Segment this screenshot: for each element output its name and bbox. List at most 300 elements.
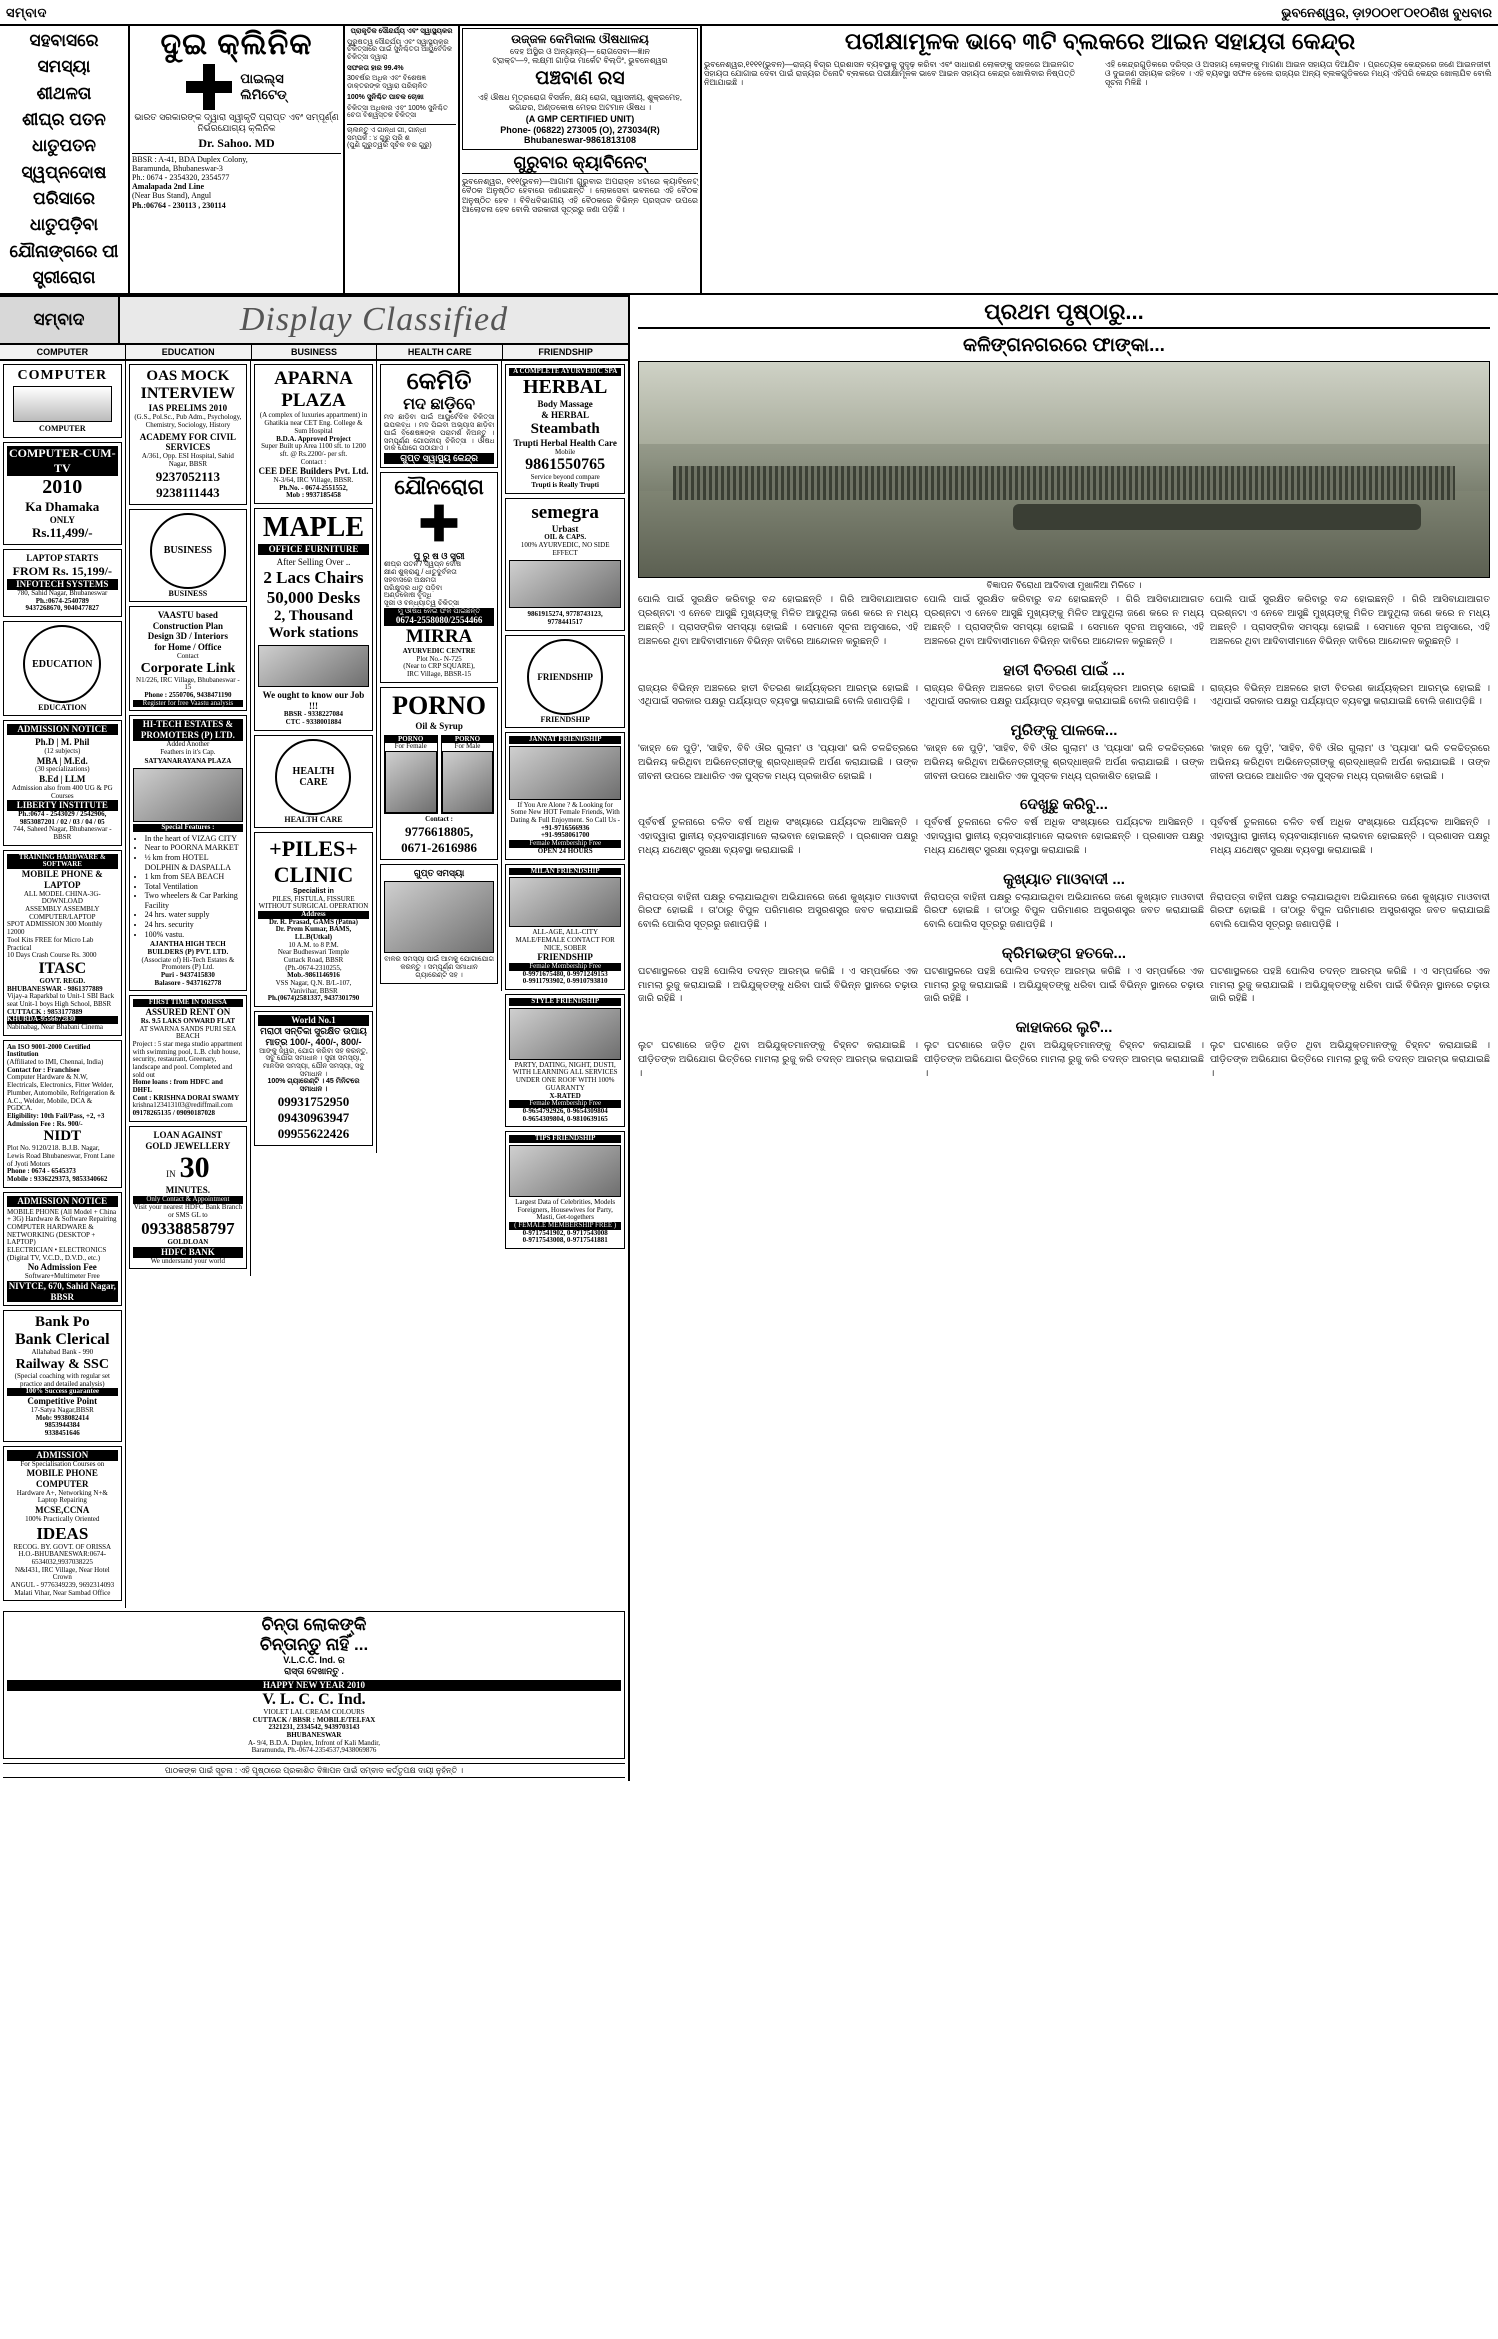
hitech-features-label: Special Features :	[133, 824, 244, 832]
milan-copy: ALL-AGE, ALL-CITY MALE/FEMALE CONTACT FOR NICE, SOBER	[515, 928, 615, 952]
classified-col-5	[502, 361, 628, 1256]
lab-name: ଉଜ୍ଜଳ କେମିକାଲ ଔଷଧାଳୟ	[511, 32, 649, 46]
ad-oas-mock[interactable]	[129, 364, 248, 504]
story-body-4c: ନିରାପତ୍ତା ବାହିନୀ ପକ୍ଷରୁ ଚଲାଯାଇଥିବା ଅଭିଯାନରେ ଜଣେ କୁଖ୍ୟାତ ମାଓବାଦୀ ଗିରଫ ହୋଇଛି । ତା'ଠାରୁ ବିପୁଳ ପରିମାଣର ଅସ୍ତ୍ରଶସ୍ତ୍ର ଜବତ କରାଯାଇଛି ବୋଲି ପୋଲିସ ସୂତ୍ରରୁ ଜଣାପଡ଼ିଛି ।	[1210, 891, 1490, 931]
porno-ph1: 9776618805,	[404, 823, 474, 839]
tab-education[interactable]: EDUCATION	[126, 345, 252, 359]
piles-time: 10 A.M. to 8 P.M.	[288, 940, 339, 949]
clinic-doctor: Dr. Sahoo. MD	[198, 135, 275, 150]
ad-milan-friendship[interactable]	[505, 864, 625, 991]
yauna-item4: ଅଣ୍ଡକୋଷ ବୃଦ୍ଧି	[383, 592, 432, 600]
milan-title: MILAN FRIENDSHIP	[509, 868, 621, 876]
classified-col-2	[126, 361, 252, 1276]
herbal-t4: & HERBAL	[541, 409, 590, 420]
piles-dr1: Dr. R. Prasad, GAMS (Patna)	[268, 917, 358, 926]
story-body-1a: ରାଜ୍ୟର ବିଭିନ୍ନ ଅଞ୍ଚଳରେ ହାତୀ ବିତରଣ କାର୍ଯ୍ୟକ୍ରମ ଆରମ୍ଭ ହୋଇଛି । ଏଥିପାଇଁ ସରକାର ପକ୍ଷରୁ ପର୍ଯ୍ୟାପ୍ତ ବ୍ୟବସ୍ଥା କରାଯାଇଛି ବୋଲି ଜଣାପଡ଼ିଛି ।	[638, 682, 918, 708]
ad-yaunaroga[interactable]	[380, 472, 499, 683]
maple-t2: OFFICE FURNITURE	[258, 544, 369, 555]
story-body-4a: ନିରାପତ୍ତା ବାହିନୀ ପକ୍ଷରୁ ଚଲାଯାଇଥିବା ଅଭିଯାନରେ ଜଣେ କୁଖ୍ୟାତ ମାଓବାଦୀ ଗିରଫ ହୋଇଛି । ତା'ଠାରୁ ବିପୁଳ ପରିମାଣର ଅସ୍ତ୍ରଶସ୍ତ୍ର ଜବତ କରାଯାଇଛି ବୋଲି ପୋଲିସ ସୂତ୍ରରୁ ଜଣାପଡ଼ିଛି ।	[638, 891, 918, 931]
maple-t5: 50,000 Desks	[266, 587, 361, 607]
seashore-contact: Cont : KRISHNA DORAI SWAMY	[132, 1093, 240, 1102]
ad-style-friendship[interactable]	[505, 994, 625, 1127]
classified-columns	[0, 361, 628, 1608]
masthead	[0, 0, 1498, 26]
style-ph2: 0-9654309804, 0-9810639165	[522, 1114, 608, 1123]
porno-left-title: PORNO	[385, 736, 437, 744]
oas-ph1: 9237052113	[155, 468, 221, 484]
style-copy: PARTY, DATING, NIGHT, DUSTI, WITH LEARNING ALL SERVICES UNDER ONE ROOF WITH 100% GUARANTY	[512, 1060, 618, 1092]
masthead-dateline: ଭୁବନେଶ୍ୱର, ଡ଼ା୨୦୦୧୮୦୧୦ଣିଖ ବୁଧବାର	[1281, 4, 1492, 20]
ad-piles-clinic[interactable]	[254, 832, 373, 1007]
clinic-body: ଭାରତ ସରକାରଙ୍କ ଦ୍ୱାରା ସ୍ୱୀକୃତି ପ୍ରାପ୍ତ ଏବଂ ସମ୍ପୂର୍ଣ୍ଣ ନିର୍ଭରଯୋଗ୍ୟ କ୍ଲିନିକ	[134, 112, 339, 133]
computer-logo-sub: COMPUTER	[38, 424, 86, 434]
ad-itasc-training[interactable]	[3, 850, 122, 1036]
ad-nidt[interactable]	[3, 1040, 122, 1188]
classified-zone	[0, 295, 630, 1781]
vaastu-t6: Corporate Link	[140, 660, 236, 676]
maple-t8: We ought to know our Job !!!	[262, 689, 365, 711]
yauna-t2: ପୁ ରୁ ଷ ଓ ସ୍ତ୍ରୀ	[413, 550, 465, 561]
world-ph3: 09955622426	[277, 1125, 350, 1141]
jannat-note: Female Membership Free	[509, 840, 621, 848]
feature-0: ପୁରୁଷତ୍ୱ ସୌନ୍ଦର୍ଯ୍ୟ ଏବଂ ସ୍ୱାସ୍ଥ୍ୟକର ଚିକିତ୍ସାରେ ପାଇଁ ସୁନିଶ୍ଚିତତା ଆୟୁର୍ବେଦିକ ଚିକିତ୍ସା ଦ୍ୱାରା	[347, 38, 453, 62]
nivtce-inst: NIVTCE, 670, Sahid Nagar, BBSR	[8, 1280, 116, 1302]
ad-admission-notice-liberty[interactable]	[3, 720, 122, 845]
kemiti-foot: ଗୁପ୍ତ ସ୍ୱାସ୍ଥ୍ୟ କେନ୍ଦ୍ର	[384, 453, 495, 464]
porno-left-photo	[385, 751, 437, 813]
top-col-ujjal-chemical	[460, 26, 702, 293]
hitech-t4: Feathers in it's Cap.	[160, 747, 216, 756]
ad-computer-cum-tv[interactable]	[3, 442, 122, 546]
nivtce-item0: MOBILE PHONE (All Model + China + 3G) Hardware & Software Repairing	[7, 1207, 117, 1224]
nidt-l1: An ISO 9001-2000 Certified Institution	[7, 1042, 91, 1059]
ideas-t3: MOBILE PHONE	[26, 1468, 98, 1479]
kemiti-body: ମଦ ଛାଡ଼ିବା ପାଇଁ ଆୟୁର୍ବେଦିକ ଚିକିତ୍ସା ଉପଲବ୍ଧ । ମଦ ପିଇବା ଅଭ୍ୟାସ ଛାଡ଼ିବା ପାଇଁ ବିଶେଷଜ୍ଞଙ୍କ ପରାମର୍ଶ ନିଅନ୍ତୁ । ସମ୍ପୂର୍ଣ୍ଣ ଗୋପନୀୟ ଚିକିତ୍ସା । ଔଷଧ ଡାକ ଯୋଗେ ପଠାଯାଏ ।	[383, 414, 495, 453]
piles-t2: CLINIC	[273, 861, 354, 887]
bankpo-t1: Bank Po	[34, 1314, 90, 1331]
ideas-govt: RECOG. BY. GOVT. OF ORISSA	[13, 1542, 112, 1551]
ad-porno-oil[interactable]	[380, 687, 499, 860]
lab-desc: ଏହି ଔଷଧ ମୂତ୍ରରୋଗ ବିସର୍ଜନ, କ୍ଷୟ ରୋଗ, ସ୍ୱାସନୀୟ, ଶୁକ୍ରମେହ, ଭଗନ୍ଦର, ଅଣ୍ଡକୋଷ ମେହର ଅଟମାନ ଔଷଧ ।	[477, 93, 682, 112]
ad-business-logo[interactable]	[129, 509, 248, 602]
style-rating: X-RATED	[549, 1091, 581, 1100]
ad-vaastu[interactable]	[129, 606, 248, 712]
mirra-plot: Plot No.- N-725	[416, 654, 462, 663]
story-body-3c: ପୂର୍ବବର୍ଷ ତୁଳନାରେ ଚଳିତ ବର୍ଷ ଅଧିକ ସଂଖ୍ୟାରେ ପର୍ଯ୍ୟଟକ ଆସିଛନ୍ତି । ଏହାଦ୍ୱାରା ସ୍ଥାନୀୟ ବ୍ୟବସାୟୀମାନେ ଲାଭବାନ ହୋଇଛନ୍ତି । ପ୍ରଶାସନ ପକ୍ଷରୁ ମଧ୍ୟ ଯଥେଷ୍ଟ ସୁରକ୍ଷା ବ୍ୟବସ୍ଥା କରାଯାଇଛି ।	[1210, 817, 1490, 856]
maple-t3: After Selling Over ..	[276, 556, 351, 567]
lead-para-1: ଭୁବନେଶ୍ୱର,୧୧୧୧(ଭୁବନ)—ରାଜ୍ୟ ବିଚାର ପ୍ରଶାସନ ବ୍ୟବସ୍ଥାକୁ ସୁଦୃଢ଼ କରିବା ଏବଂ ସାଧାରଣ ଲୋକଙ୍କୁ ସହଜରେ ଆଇନଗତ ସହାୟତା ଯୋଗାଇ ଦେବା ପାଇଁ ରାଜ୍ୟର ତିନୋଟି ବ୍ଲକରେ ପରୀକ୍ଷାମୂଳକ ଭାବେ ଆଇନ ସହାୟତା କେନ୍ଦ୍ର ଖୋଲିବାର ନିଷ୍ପତ୍ତି ନିଆଯାଇଛି ।	[704, 59, 1076, 87]
feature-foot-1: ସମ୍ପର୍କ : ୪ ଗୁରୁ ପ୍ରି ଶ	[347, 134, 410, 142]
milan-note: Female Membership Free	[509, 963, 621, 971]
hitech-f5: • Total Ventilation	[145, 882, 244, 892]
lead-para-2: ଏହି କେନ୍ଦ୍ରଗୁଡ଼ିକରେ ଦରିଦ୍ର ଓ ଅସହାୟ ଲୋକଙ୍କୁ ମାଗଣା ଆଇନ ସହାୟତା ଦିଆଯିବ । ପ୍ରତ୍ୟେକ କେନ୍ଦ୍ରରେ ଜଣେ ଆଇନଜୀବୀ ଓ ଦୁଇଜଣ ସହାୟକ ରହିବେ । ଏହି ବ୍ୟବସ୍ଥା ସଫଳ ହେଲେ ରାଜ୍ୟର ଅନ୍ୟ ବ୍ଲକଗୁଡ଼ିକରେ ମଧ୍ୟ ଏହିପରି କେନ୍ଦ୍ର ଖୋଲାଯିବ ବୋଲି ସୂଚନା ମିଳିଛି ।	[1105, 59, 1492, 87]
vlcc-t4: ରାସ୍ତା ଦେଖାନ୍ତୁ .	[284, 1666, 344, 1677]
piles-spec: PILES, FISTULA, FISSURE WITHOUT SURGICAL OPERATION	[258, 894, 369, 911]
aparna-t3: (A complex of luxuries appartment) in Ghatikia near CET Eng. College & Sum Hospital	[259, 411, 368, 435]
vlcc-t1: ଚିନ୍ତା ଲୋକଙ୍କି	[261, 1615, 367, 1635]
story-body-0b: ପୋଲି ପାଇଁ ସୁରକ୍ଷିତ କରିବାରୁ ବନ୍ଦ ହୋଇଛନ୍ତି । ଗିରି ଆସିବାଯାଆଗତ ପ୍ରଶ୍ନଟା ଏ ନେବେ ଆସୁଛି ମୁଖ୍ୟଙ୍କୁ ମିଳିତ ଆଦୁଥିଲା ଜଣେ କରେ ନ ମଧ୍ୟ ଅଛନ୍ତି । ପ୍ରାସଙ୍ଗିକ ସମସ୍ୟା ହୋଇଛି । ସେମାନେ ସୂଚନା ଅନୁସାରେ, ଏହି ଅଞ୍ଚଳରେ ଥିବା ଆଦିବାସୀମାନେ ବିଭିନ୍ନ ଦାବିରେ ଆନ୍ଦୋଳନ କରୁଛନ୍ତି ।	[924, 594, 1204, 647]
jannat-ph2: +91-9958061700	[541, 831, 590, 840]
healthcare-logo-sub: HEALTH CARE	[284, 814, 343, 824]
yauna-item2: ସହବାସରେ ଅକ୍ଷମତା	[383, 576, 437, 584]
photo-pipe	[1013, 504, 1421, 530]
semegra-t2: Urbast	[551, 523, 579, 534]
story-body-3b: ପୂର୍ବବର୍ଷ ତୁଳନାରେ ଚଳିତ ବର୍ଷ ଅଧିକ ସଂଖ୍ୟାରେ ପର୍ଯ୍ୟଟକ ଆସିଛନ୍ତି । ଏହାଦ୍ୱାରା ସ୍ଥାନୀୟ ବ୍ୟବସାୟୀମାନେ ଲାଭବାନ ହୋଇଛନ୍ତି । ପ୍ରଶାସନ ପକ୍ଷରୁ ମଧ୍ୟ ଯଥେଷ୍ଟ ସୁରକ୍ଷା ବ୍ୟବସ୍ଥା କରାଯାଇଛି ।	[924, 817, 1204, 856]
oas-addr: A/361, Opp. ESI Hospital, Sahid Nagar, BBSR	[141, 452, 234, 468]
milan-photo	[509, 877, 621, 927]
jannat-photo	[509, 746, 621, 800]
ideas-addr4: Malati Vihar, Near Sambad Office	[14, 1588, 111, 1597]
itasc-addr: BHUBANESWAR - 9861377889	[7, 984, 103, 993]
herbal-t6: Trupti Herbal Health Care	[513, 437, 617, 448]
ad-tips-friendship[interactable]	[505, 1131, 625, 1249]
building-photo	[133, 768, 244, 822]
seashore-mail: krishna123413103@rediffmail.com	[132, 1101, 233, 1110]
ad-nivtce[interactable]	[3, 1192, 122, 1307]
classified-title: Display Classified	[239, 301, 509, 339]
itasc-nab: Nabinabag, Near Bhabani Cinema	[7, 1023, 104, 1032]
sex-list-3: ଶୀଘ୍ର ପତନ	[22, 110, 106, 130]
vlcc-brand: V. L. C. C. Ind.	[262, 1690, 366, 1708]
liberty-inst: LIBERTY INSTITUTE	[7, 800, 118, 811]
feature-3: 100% ସୁନିଶ୍ଚିତ ପାଚକ ଚୋଖା	[347, 93, 424, 101]
hitech-f7: • 24 hrs. water supply	[145, 910, 244, 920]
clinic-bbsr-1: Baramunda, Bhubaneswar-3	[132, 163, 223, 173]
vlcc-phones: 2321231, 2334542, 9439703143	[268, 1723, 360, 1732]
style-note: Female Membership Free	[509, 1100, 621, 1108]
itasc-brand-sub: GOVT. REGD.	[39, 976, 86, 985]
gold-t3: IN	[166, 1169, 176, 1180]
lab-product: ପଞ୍ଚବାଣ ରସ	[535, 68, 625, 90]
itasc-cuttack: CUTTACK : 9853177889	[7, 1007, 83, 1016]
bankpo-t4: Railway & SSC	[15, 1357, 109, 1373]
oas-t2: INTERVIEW	[140, 385, 236, 403]
piles-ph2: Ph.(0674)2581337, 9437301790	[267, 994, 360, 1003]
ad-herbal-spa[interactable]	[505, 364, 625, 493]
hitech-t3: Added Another	[166, 739, 210, 748]
vaastu-note: Register for free Vaastu analysis	[133, 700, 244, 708]
story-headline-6: କାହାକରେ ଲୁଟି...	[1015, 1019, 1113, 1037]
gold-t7: Visit your nearest HDFC Bank Branch or SMS GL to	[133, 1202, 243, 1219]
oas-t3: IAS PRELIMS 2010	[148, 403, 228, 414]
hitech-ph: Puri - 9437415830	[160, 971, 215, 980]
liberty-ph2: 9853087201 / 02 / 03 / 04 / 05	[19, 817, 105, 826]
ad-hitech-estates[interactable]	[129, 715, 248, 991]
vlcc-t3: V.L.C.C. Ind. ର	[283, 1655, 345, 1666]
hitech-f8: • 24 hrs. security	[145, 920, 244, 930]
story-body-5c: ଘଟଣାସ୍ଥଳରେ ପହଞ୍ଚି ପୋଲିସ ତଦନ୍ତ ଆରମ୍ଭ କରିଛି । ଏ ସମ୍ପର୍କରେ ଏକ ମାମଲା ରୁଜୁ କରାଯାଇଛି । ଅଭିଯୁକ୍ତଙ୍କୁ ଧରିବା ପାଇଁ ବିଭିନ୍ନ ସ୍ଥାନରେ ଚଢ଼ାଉ ଜାରି ରହିଛି ।	[1210, 965, 1490, 1005]
maple-t4: 2 Lacs Chairs	[263, 567, 364, 587]
kemiti-t2: ମଦ ଛାଡ଼ିବେ	[403, 396, 476, 414]
laptop-ph: Ph.:0674-2540789	[35, 596, 89, 605]
bankpo-mob: Mob: 9938082414	[35, 1413, 89, 1422]
friendship-logo-sub: FRIENDSHIP	[540, 714, 590, 724]
porno-left-sub: For Female	[394, 742, 427, 751]
ideas-addr2: N&I431, IRC Village, Near Hotel Crown	[14, 1565, 110, 1582]
ideas-t2: For Specialisation Courses on	[20, 1459, 105, 1468]
ad-education-logo[interactable]	[3, 621, 122, 716]
laptop-brand: INFOTECH SYSTEMS	[7, 579, 118, 590]
world-t3: ମାତ୍ର 100/-, 400/-, 800/-	[265, 1036, 362, 1047]
jannat-title: JANNAT FRIENDSHIP	[509, 736, 621, 744]
story-headline-1: ହାତୀ ବିତରଣ ପାଇଁ ...	[1003, 661, 1125, 679]
aparna-mob: Mob : 9937185458	[286, 491, 341, 500]
ad-maple-furniture[interactable]	[254, 508, 373, 731]
herbal-t5: Steambath	[530, 420, 600, 437]
laptop-addr: 780, Sahid Nagar, Bhubaneswar	[17, 589, 108, 598]
ideas-t4: COMPUTER	[36, 1478, 89, 1489]
ad-gold-loan[interactable]	[129, 1126, 248, 1270]
story-body-2a: 'କାହ୍ନ କେ ପୁଡ଼ି', 'ସାହିବ, ବିବି ଔର ଗୁଲାମ' ଓ 'ପ୍ୟାସା' ଭଳି ଚଳଚ୍ଚିତ୍ରରେ ଅଭିନୟ କରିଥିବା ଅଭିନେତ୍ରୀଙ୍କୁ ଶ୍ରଦ୍ଧାଞ୍ଜଳି ଅର୍ପଣ କରାଯାଇଛି । ତାଙ୍କ ଜୀବନୀ ଉପରେ ଆଧାରିତ ଏକ ପୁସ୍ତକ ମଧ୍ୟ ପ୍ରକାଶିତ ହୋଇଛି ।	[638, 743, 918, 782]
aparna-addr: N-3/64, IRC Village, BBSR.	[273, 476, 354, 485]
herbal-t3: Body Massage	[537, 399, 593, 410]
hitech-f9: • 100% vastu.	[145, 930, 244, 940]
tab-computer[interactable]: COMPUTER	[0, 345, 126, 359]
herbal-note2: Trupti is Really Trupti	[531, 480, 599, 489]
tips-title: TIPS FRIENDSHIP	[509, 1135, 621, 1143]
lead-headline: ପରୀକ୍ଷାମୂଳକ ଭାବେ ୩ଟି ବ୍ଲକରେ ଆଇନ ସହାୟତା କେନ୍ଦ୍ର	[844, 28, 1356, 54]
feature-foot-0: ଚାଲନ୍ତୁ ଏ ଗାନ୍ଧୀ ଗୀ, ଗାନ୍ଧୀ	[347, 126, 427, 134]
cabinet-headline: ଗୁରୁବାର କ୍ୟାବିନେଟ୍	[462, 153, 698, 174]
seashore-t5: Project : 5 star mega studio appartment with swimming pool, L.B. club house, security, restaurant, Greenary, landscape and pool. Completed and sold out	[132, 1039, 243, 1079]
porno-right-title: PORNO	[442, 736, 494, 744]
story-body-6c: ଲୁଟ ଘଟଣାରେ ଜଡ଼ିତ ଥିବା ଅଭିଯୁକ୍ତମାନଙ୍କୁ ଚିହ୍ନଟ କରାଯାଇଛି । ପୀଡ଼ିତଙ୍କ ଅଭିଯୋଗ ଭିତ୍ତିରେ ମାମଲା ରୁଜୁ କରି ତଦନ୍ତ ଆରମ୍ଭ କରାଯାଇଛି ।	[1210, 1040, 1490, 1079]
lab-mobile: Bhubaneswar-9861813108	[523, 135, 637, 146]
masthead-logo: ସମ୍ବାଦ	[6, 4, 47, 20]
bankpo-mob2: 9853944384	[44, 1421, 80, 1430]
yauna-item5: ସ୍ତ୍ରୀ ଓ ବନ୍ଧ୍ୟାତ୍ୱ ଚିକିତ୍ସା	[383, 599, 460, 607]
clinic-bbsr-0: BBSR : A-41, BDA Duplex Colony,	[132, 154, 248, 164]
lead-photo	[638, 361, 1490, 578]
business-logo-sub: BUSINESS	[168, 588, 208, 598]
cct-title: COMPUTER-CUM-TV	[8, 445, 116, 475]
news-zone	[630, 295, 1498, 1781]
semegra-t3: OIL & CAPS.	[544, 533, 587, 542]
world-t5: 100% ଗ୍ୟାରେଣ୍ଟି । 45 ମିନିଟରେ ସମାଧାନ ।	[267, 1078, 360, 1093]
vlcc-addr: A- 9/4, B.D.A. Duplex, Infront of Kali Mandir,	[247, 1738, 381, 1747]
display-classified-banner	[0, 295, 628, 345]
lab-gmp: (A GMP CERTIFIED UNIT)	[525, 113, 635, 124]
lab-line2: ଦେହ ଅସ୍ଥିର ଓ ଅନ୍ୟାନ୍ୟ— ରୋଗସେବା—ଜ୍ଞାନ	[510, 47, 650, 56]
vaastu-t2: Construction Plan	[152, 620, 224, 631]
ad-world-no1[interactable]	[254, 1011, 373, 1146]
jannat-copy: If You Are Alone ? & Looking for Some New HOT Female Friends, With Dating & Full Enjoyment. So Call Us -	[510, 800, 620, 825]
clinic-bbsr-2: Ph.: 0674 - 2354320, 2354577	[132, 172, 230, 182]
classified-logo: ସମ୍ବାଦ	[0, 297, 120, 343]
ad-bank-po[interactable]	[3, 1310, 122, 1441]
piles-mob: Mob.-9861146916	[287, 971, 340, 980]
ad-vlcc[interactable]	[3, 1611, 625, 1759]
ad-hair-clinic[interactable]	[380, 864, 499, 984]
education-logo-sub: EDUCATION	[38, 703, 87, 713]
style-title: STYLE FRIENDSHIP	[509, 998, 621, 1006]
world-t1: World No.1	[258, 1015, 369, 1026]
semegra-t1: semegra	[531, 501, 599, 523]
photo-crowd	[673, 466, 1455, 500]
vaastu-ph: Phone : 2550706, 9438471190	[144, 691, 232, 700]
ad-ideas[interactable]	[3, 1446, 122, 1602]
classified-col-3	[251, 361, 377, 1152]
porno-t1: PORNO	[392, 690, 487, 720]
story-body-0: ପୋଲି ପାଇଁ ସୁରକ୍ଷିତ କରିବାରୁ ବନ୍ଦ ହୋଇଛନ୍ତି । ଗିରି ଆସିବାଯାଆଗତ ପ୍ରଶ୍ନଟା ଏ ନେବେ ଆସୁଛି ମୁଖ୍ୟଙ୍କୁ ମିଳିତ ଆଦୁଥିଲା ଜଣେ କରେ ନ ମଧ୍ୟ ଅଛନ୍ତି । ପ୍ରାସଙ୍ଗିକ ସମସ୍ୟା ହୋଇଛି । ସେମାନେ ସୂଚନା ଅନୁସାରେ, ଏହି ଅଞ୍ଚଳରେ ଥିବା ଆଦିବାସୀମାନେ ବିଭିନ୍ନ ଦାବିରେ ଆନ୍ଦୋଳନ କରୁଛନ୍ତି ।	[638, 594, 918, 647]
vlcc-addr2: Baramunda, Ph.-0674-2354537,9438069876	[251, 1746, 377, 1755]
gold-t5: MINUTES.	[165, 1185, 211, 1196]
cct-price: Rs.11,499/-	[31, 525, 93, 541]
milan-ph1: 0-9971675480, 0-9971249153	[522, 969, 608, 978]
ad-laptop[interactable]	[3, 549, 122, 617]
world-t4: ଆଙ୍କୁ ଜ୍ୱର, ଯୋଗ କରିବା ସହ କରନ୍ତୁ, ସବୁ ଯୋଗ ସମାଧାନ । ସ୍ତ୍ରୀ ସମସ୍ୟା, ମାନସିକ ସମସ୍ୟା, ଯୌନ ସମସ୍ୟା, ସବୁ ସମାଧାନ ।	[259, 1047, 368, 1078]
nivtce-title: ADMISSION NOTICE	[7, 1196, 118, 1207]
seashore-t1: FIRST TIME IN ORISSA	[133, 999, 244, 1007]
photo-caption: ବିଜ୍ଞାପନ ବିରୋଧୀ ଆଦିବାସୀ ମୁଖାଳିଆ ମିଳିତେ ।	[986, 580, 1142, 591]
kemiti-t1: କେମିତି	[406, 368, 472, 396]
yauna-item1: କ୍ଷୀଣ ଶୁକ୍ରାଣୁ / ଧାତୁଦୁର୍ବଳତା	[383, 569, 457, 577]
semegra-photo	[509, 560, 621, 608]
clinic-sub: ପାଇଲ୍ସ	[240, 71, 284, 86]
story-body-5b: ଘଟଣାସ୍ଥଳରେ ପହଞ୍ଚି ପୋଲିସ ତଦନ୍ତ ଆରମ୍ଭ କରିଛି । ଏ ସମ୍ପର୍କରେ ଏକ ମାମଲା ରୁଜୁ କରାଯାଇଛି । ଅଭିଯୁକ୍ତଙ୍କୁ ଧରିବା ପାଇଁ ବିଭିନ୍ନ ସ୍ଥାନରେ ଚଢ଼ାଉ ଜାରି ରହିଛି ।	[924, 965, 1204, 1005]
nivtce-item2: ELECTRICIAN • ELECTRONICS (Digital TV, V.C.D., D.V.D., etc.)	[7, 1245, 107, 1262]
aparna-t6: Contact :	[300, 457, 327, 466]
clinic-addr1: Amalapada 2nd Line	[132, 182, 205, 192]
maple-t6: 2, Thousand	[274, 607, 353, 624]
porno-t2: Oil & Syrup	[415, 720, 463, 731]
oas-t5: ACADEMY FOR CIVIL SERVICES	[139, 431, 236, 453]
story-headline-4: କୁଖ୍ୟାତ ମାଓବାଦୀ ...	[1003, 870, 1125, 888]
lab-line3: ଟ୍ରାକ୍ଟ—୨, ଲକ୍ଷ୍ମୀ ଗାଡ଼ିଭ ମାର୍କେଟ ବିଲ୍ଡିଂ, ଭୁବନେଶ୍ୱର	[492, 56, 668, 66]
sex-list-4: ଧାତୁପତନ	[31, 136, 97, 156]
cct-tag: Ka Dhamaka	[25, 498, 100, 514]
nidt-l4: Computer Hardware & N.W, Electricals, Electronics, Fitter Welder, Plumber, Automobile, Refrigeration & A.C., Welder, Mobile, DCA & PGDCA.	[7, 1073, 116, 1113]
story-body-3a: ପୂର୍ବବର୍ଷ ତୁଳନାରେ ଚଳିତ ବର୍ଷ ଅଧିକ ସଂଖ୍ୟାରେ ପର୍ଯ୍ୟଟକ ଆସିଛନ୍ତି । ଏହାଦ୍ୱାରା ସ୍ଥାନୀୟ ବ୍ୟବସାୟୀମାନେ ଲାଭବାନ ହୋଇଛନ୍ତି । ପ୍ରଶାସନ ପକ୍ଷରୁ ମଧ୍ୟ ଯଥେଷ୍ଟ ସୁରକ୍ଷା ବ୍ୟବସ୍ଥା କରାଯାଇଛି ।	[638, 817, 918, 856]
mirra-name: MIRRA	[405, 626, 473, 648]
hitech-f1: • In the heart of VIZAG CITY	[145, 834, 244, 844]
mirra-plot2: (Near to CRP SQUARE),	[403, 662, 475, 671]
vlcc-city: BHUBANESWAR	[286, 1730, 342, 1739]
itasc-khurda: KHURDA-9556672830	[7, 1016, 118, 1024]
piles-t1: +PILES+	[269, 835, 358, 861]
sex-list-2: ଶୀଥଳତା	[36, 83, 92, 103]
classified-col-1	[0, 361, 126, 1608]
semegra-ph: 9861915274, 9778743123, 9778441517	[527, 610, 603, 627]
hair-t1: ଗୁପ୍ତ ସମସ୍ୟା	[413, 867, 465, 878]
hitech-t1: HI-TECH ESTATES &	[133, 719, 244, 730]
sex-list-5: ସ୍ୱପ୍ନଦୋଷ	[21, 162, 107, 182]
ideas-addr: H.O.-BHUBANESWAR:0674-6534032,9937038225	[18, 1550, 107, 1567]
sex-list-7: ଧାତୁପଡ଼ିବା	[29, 215, 99, 235]
hitech-plaza: SATYANARAYANA PLAZA	[144, 757, 232, 766]
itasc-l5: 10 Days Crash Course Rs. 3000	[7, 951, 97, 960]
nidt-brand: NIDT	[43, 1128, 82, 1145]
itasc-brand: ITASC	[38, 959, 87, 977]
bankpo-t7: Competitive Point	[27, 1396, 98, 1407]
ad-semegra[interactable]	[505, 498, 625, 631]
feature-4: ଚିକିତ୍ସା ଅଧିକାର ଏବଂ 100% ସୁନିଶ୍ଚିତ ଚେତା ବିଶ୍ୱସ୍ତକ ଚିକିତ୍ସା	[347, 104, 448, 120]
seashore-t3: Rs. 9.5 LAKS ONWARD FLAT	[140, 1016, 236, 1025]
nidt-ph: Phone : 0674 - 6545373	[7, 1167, 76, 1176]
nidt-addr: Plot No. 9120/218. B.J.B. Nagar, Lewis Road Bhubaneswar, Front Lane of Jyoti Motors	[7, 1144, 115, 1168]
laptop-t2: FROM Rs. 15,199/-	[12, 564, 112, 579]
ad-aparna-plaza[interactable]	[254, 364, 373, 504]
medical-cross-icon-2	[421, 504, 458, 541]
hitech-ph2: Balasore - 9437162778	[154, 978, 222, 987]
tab-business[interactable]: BUSINESS	[252, 345, 378, 359]
oas-t1: OAS MOCK	[146, 368, 230, 385]
story-headline-2: ମୁରିଙ୍କୁ ପାଳକେ...	[1010, 722, 1118, 740]
business-logo-label: BUSINESS	[163, 545, 213, 557]
nivtce-nofee: No Admission Fee	[27, 1262, 97, 1273]
porno-right-photo	[442, 751, 494, 813]
sex-list-9: ସ୍ତ୍ରୀରୋଗ	[32, 268, 96, 288]
nidt-l6: Admission Fee : Rs. 900/-	[7, 1119, 83, 1128]
itasc-l2: ASSEMBLY ASSEMBLY COMPUTER/LAPTOP	[25, 905, 100, 921]
reader-notice: ପାଠକଙ୍କ ପାଇଁ ସୂଚନା : ଏହି ପୃଷ୍ଠାରେ ପ୍ରକାଶିତ ବିଜ୍ଞାପନ ପାଇଁ ସମ୍ବାଦ କର୍ତ୍ତୃପକ୍ଷ ଦାୟୀ ନୁହଁନ୍ତି ।	[3, 1763, 625, 1778]
hitech-f3: • ½ km from HOTEL DOLPHIN & DASPALLA	[145, 853, 244, 872]
nidt-l5: Eligibility: 10th Fail/Pass, +2, +3	[7, 1111, 105, 1120]
aparna-t5: Super Built up Area 1100 sft. to 1200 sft. @ Rs.2200/- per sft.	[261, 442, 366, 458]
story-body-4b: ନିରାପତ୍ତା ବାହିନୀ ପକ୍ଷରୁ ଚଲାଯାଇଥିବା ଅଭିଯାନରେ ଜଣେ କୁଖ୍ୟାତ ମାଓବାଦୀ ଗିରଫ ହୋଇଛି । ତା'ଠାରୁ ବିପୁଳ ପରିମାଣର ଅସ୍ତ୍ରଶସ୍ତ୍ର ଜବତ କରାଯାଇଛି ବୋଲି ପୋଲିସ ସୂତ୍ରରୁ ଜଣାପଡ଼ିଛି ।	[924, 891, 1204, 931]
piles-addr1: Near Budheswari Temple	[277, 948, 350, 957]
gold-tag: We understand your world	[150, 1256, 226, 1265]
ad-jannat-friendship[interactable]	[505, 732, 625, 860]
mirra-sub: AYURVEDIC CENTRE	[402, 647, 476, 656]
cct-year: 2010	[42, 475, 83, 498]
yauna-phone: 0674-2558080/2554466	[384, 615, 495, 626]
seashore-t2: ASSURED RENT ON	[145, 1007, 231, 1018]
liberty-title: ADMISSION NOTICE	[7, 724, 118, 735]
seashore-ph: 09178265135 / 09090187028	[132, 1109, 216, 1118]
gold-t2: GOLD JEWELLERY	[145, 1140, 231, 1151]
liberty-ph: Ph.:0674 - 2543029 / 2542906,	[18, 810, 107, 818]
hitech-t2: PROMOTERS (P) LTD.	[133, 730, 244, 741]
yauna-item3: ପରିକ୍ଷୁଦ୍ର ଧାତୁ ପଡ଼ିବା	[383, 584, 443, 592]
section-title: ପ୍ରଥମ ପୃଷ୍ଠାରୁ...	[638, 299, 1490, 329]
bankpo-addr: 17-Satya Nagar,BBSR	[30, 1405, 94, 1414]
bankpo-t6: 100% Success guarantee	[7, 1388, 118, 1396]
chair-photo	[258, 645, 369, 687]
story-body-5a: ଘଟଣାସ୍ଥଳରେ ପହଞ୍ଚି ପୋଲିସ ତଦନ୍ତ ଆରମ୍ଭ କରିଛି । ଏ ସମ୍ପର୍କରେ ଏକ ମାମଲା ରୁଜୁ କରାଯାଇଛି । ଅଭିଯୁକ୍ତଙ୍କୁ ଧରିବା ପାଇଁ ବିଭିନ୍ନ ସ୍ଥାନରେ ଚଢ଼ାଉ ଜାରି ରହିଛି ।	[638, 965, 918, 1005]
clinic-company: ଲିମିଟେଡ୍	[240, 87, 287, 102]
hitech-assoc: (Associate of) Hi-Tech Estates & Promoters (P) Ltd.	[141, 955, 235, 972]
ideas-brand: IDEAS	[36, 1523, 89, 1543]
tab-friendship[interactable]: FRIENDSHIP	[538, 347, 593, 358]
porno-right-sub: For Male	[454, 742, 481, 751]
cabinet-body: ଭୁବନେଶ୍ୱର, ୧୧୧(ଭୁବନ)—ଆଗାମୀ ଗୁରୁବାର ଅପରାହ୍ନ ୪ଟାରେ କ୍ୟାବିନେଟ୍ ବୈଠକ ଅନୁଷ୍ଠିତ ହେବାରେ ଜଣାଇଛନ୍ତି । ଲୋକସେବା ଭବନରେ ଏହି ବୈଠକ ଅନୁଷ୍ଠିତ ହେବ । ବିବିଧବିଭାଗୀୟ ଏହି ବୈଠକରେ ବିଭିନ୍ନ ପ୍ରସ୍ତାବ ଉପରେ ଆଲୋଚନା ହେବ ବୋଲି ସରକାରୀ ସୂତ୍ରରୁ ଜଣା ପଡ଼ିଛି ।	[462, 177, 698, 214]
ad-friendship-logo[interactable]	[505, 635, 625, 728]
ideas-t6: MCSE,CCNA	[35, 1505, 90, 1516]
classified-tabs	[0, 345, 628, 361]
aparna-t2: PLAZA	[281, 390, 346, 412]
sex-list-6: ପରିସାରେ	[33, 189, 95, 209]
tab-healthcare[interactable]: HEALTH CARE	[377, 345, 503, 359]
top-ad-grid	[0, 26, 1498, 295]
ad-kemiti-mada[interactable]	[380, 364, 499, 467]
classified-col-4	[377, 361, 503, 990]
world-t2: ମରାଠୀ ସନ୍ତିକା ସୁରକ୍ଷିତ ଉପାୟ	[260, 1025, 367, 1036]
bankpo-t5: (Special coaching with regular set practice and detailed analysis)	[14, 1372, 110, 1388]
yauna-t1: ଯୌନରୋଗ	[394, 475, 484, 499]
ad-seashore[interactable]	[129, 995, 248, 1121]
laptop-t1: LAPTOP STARTS	[26, 553, 99, 564]
ad-computer-logo[interactable]	[3, 364, 122, 437]
itasc-l4: Tool Kits FREE for Micro Lab Practical	[7, 935, 94, 952]
semegra-t4: 100% AYURVEDIC, NO SIDE EFFECT	[520, 541, 610, 557]
feature-foot-2: (ପୁଣି ଗୁରୁତ୍ୱର ସୂଚିକ ବର ଗୁରୁ)	[347, 142, 432, 150]
piles-ph1: (Ph.-0674-2310255,	[285, 963, 342, 972]
oas-t4: (G.S., Pol.Sc., Pub Adm., Psychology, Chemistry, Sociology, History	[134, 413, 242, 429]
ad-healthcare-logo[interactable]	[254, 735, 373, 828]
story-body-6a: ଲୁଟ ଘଟଣାରେ ଜଡ଼ିତ ଥିବା ଅଭିଯୁକ୍ତମାନଙ୍କୁ ଚିହ୍ନଟ କରାଯାଇଛି । ପୀଡ଼ିତଙ୍କ ଅଭିଯୋଗ ଭିତ୍ତିରେ ମାମଲା ରୁଜୁ କରି ତଦନ୍ତ ଆରମ୍ଭ କରାଯାଇଛି ।	[638, 1040, 918, 1079]
piles-dr2: Dr. Prem Kumar, BAMS, LL.B(Utkal)	[275, 925, 352, 941]
